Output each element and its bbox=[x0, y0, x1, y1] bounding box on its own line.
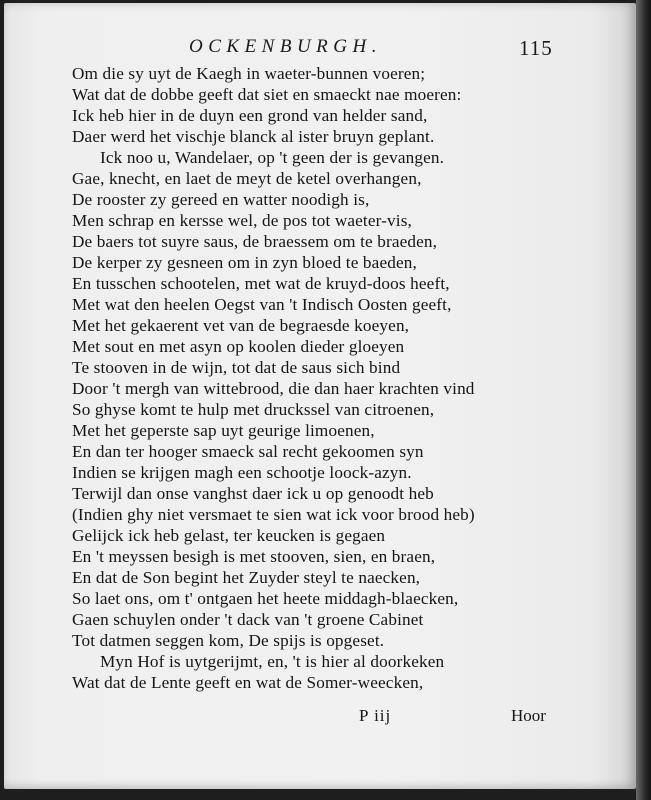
poem-line: Met sout en met asyn op koolen dieder gloeyen bbox=[72, 337, 405, 356]
poem-line: Tot datmen seggen kom, De spijs is opgeset. bbox=[72, 631, 385, 650]
poem-line: Daer werd het vischje blanck al ister bruyn geplant. bbox=[72, 127, 435, 146]
poem-line: Terwijl dan onse vanghst daer ick u op genoodt heb bbox=[72, 484, 434, 503]
poem-line: Gaen schuylen onder 't dack van 't groene Cabinet bbox=[72, 610, 424, 629]
poem-line: En tusschen schootelen, met wat de kruyd-doos heeft, bbox=[72, 274, 450, 293]
poem-line: So laet ons, om t' ontgaen het heete middagh-blaecken, bbox=[72, 589, 459, 608]
poem-line: En 't meyssen besigh is met stooven, sien, en braen, bbox=[72, 547, 436, 566]
poem-line: De kerper zy gesneen om in zyn bloed te baeden, bbox=[72, 253, 417, 272]
poem-line: Door 't mergh van wittebrood, die dan haer krachten vind bbox=[72, 379, 475, 398]
show-through-text bbox=[474, 61, 639, 741]
poem-line: En dan ter hooger smaeck sal recht gekoomen syn bbox=[72, 442, 424, 461]
poem-line: De rooster zy gereed en watter noodigh is, bbox=[72, 190, 370, 209]
signature-mark: P iij bbox=[359, 706, 392, 725]
paper-page bbox=[4, 3, 636, 789]
poem-line: Met het gekaerent vet van de begraesde koeyen, bbox=[72, 316, 410, 335]
poem-line: Wat dat de Lente geeft en wat de Somer-weecken, bbox=[72, 673, 424, 692]
poem-line: Ick noo u, Wandelaer, op 't geen der is gevangen. bbox=[100, 148, 445, 167]
poem-line: Ick heb hier in de duyn een grond van helder sand, bbox=[72, 106, 428, 125]
poem-line: De baers tot suyre saus, de braessem om te braeden, bbox=[72, 232, 438, 251]
poem-line: Men schrap en kersse wel, de pos tot waeter-vis, bbox=[72, 211, 412, 230]
catchword: Hoor bbox=[511, 706, 546, 725]
book-edge-shadow bbox=[636, 0, 651, 800]
poem-line: Met het geperste sap uyt geurige limoenen, bbox=[72, 421, 375, 440]
poem-line: Met wat den heelen Oegst van 't Indisch Oosten geeft, bbox=[72, 295, 452, 314]
running-head: OCKENBURGH. bbox=[189, 36, 382, 57]
poem-line: Wat dat de dobbe geeft dat siet en smaeckt nae moeren: bbox=[72, 85, 462, 104]
poem-line: Te stooven in de wijn, tot dat de saus sich bind bbox=[72, 358, 401, 377]
poem-line: Om die sy uyt de Kaegh in waeter-bunnen voeren; bbox=[72, 64, 426, 83]
poem-line: (Indien ghy niet versmaet te sien wat ick voor brood heb) bbox=[72, 505, 475, 524]
poem-line: Gae, knecht, en laet de meyt de ketel overhangen, bbox=[72, 169, 422, 188]
page-number: 115 bbox=[519, 36, 553, 60]
poem-line: Myn Hof is uytgerijmt, en, 't is hier al doorkeken bbox=[100, 652, 445, 671]
poem-line: En dat de Son begint het Zuyder steyl te naecken, bbox=[72, 568, 421, 587]
poem-line: So ghyse komt te hulp met druckssel van citroenen, bbox=[72, 400, 435, 419]
poem-line: Indien se krijgen magh een schootje loock-azyn. bbox=[72, 463, 412, 482]
poem-line: Gelijck ick heb gelast, ter keucken is gegaen bbox=[72, 526, 386, 545]
